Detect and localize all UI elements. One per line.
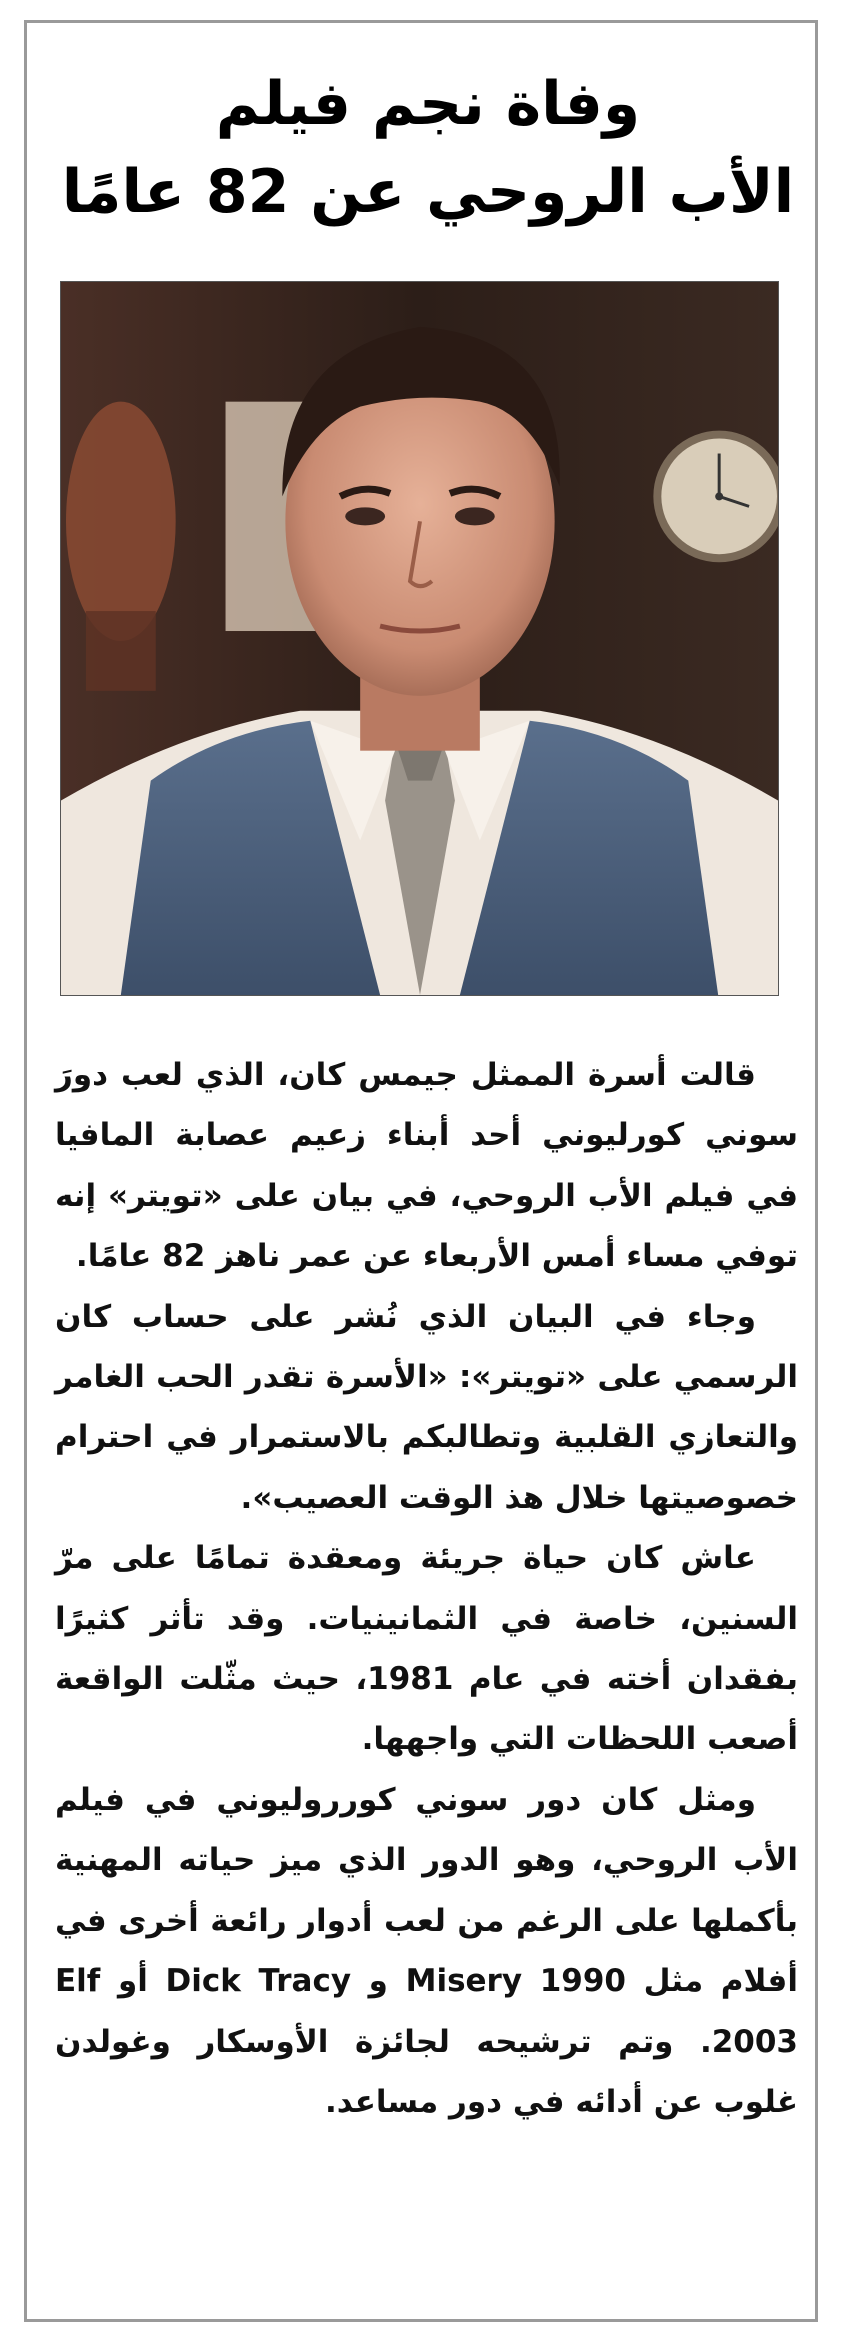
article-headline (40, 60, 816, 236)
article-paragraph: قالت أسرة الممثل جيمس كان، الذي لعب دورَ سوني كورليوني أحد أبناء زعيم عصابة المافيا في فيلم الأب الروحي، في بيان على «تويتر» إنه توفي مساء أمس الأربعاء عن عمر ناهز 82 عامًا. (55, 1057, 798, 1275)
article-paragraph: ومثل كان دور سوني كورروليوني في فيلم الأب الروحي، وهو الدور الذي ميز حياته المهنية بأكملها على الرغم من لعب أدوار رائعة أخرى في أفلام مثل Misery 1990 و Dick Tracy أو Elf 2003. وتم ترشيحه لجائزة الأوسكار وغولدن غلوب عن أدائه في دور مساعد. (55, 1781, 798, 2120)
headline-line-2: الأب الروحي عن 82 عامًا (61, 157, 795, 227)
article-paragraph: عاش كان حياة جريئة ومعقدة تمامًا على مرّ السنين، خاصة في الثمانينيات. وقد تأثر كثيرًا بفقدان أخته في عام 1981، حيث مثّلت الواقعة أصعب اللحظات التي واجهها. (55, 1540, 798, 1758)
article-photo (60, 281, 779, 996)
headline-line-1: وفاة نجم فيلم (215, 69, 641, 139)
article-paragraph: وجاء في البيان الذي نُشر على حساب كان الرسمي على «تويتر»: «الأسرة تقدر الحب الغامر والتعازي القلبية وتطالبكم بالاستمرار في احترام خصوصيتها خلال هذ الوقت العصيب». (55, 1298, 798, 1516)
article-body (55, 1045, 798, 2132)
